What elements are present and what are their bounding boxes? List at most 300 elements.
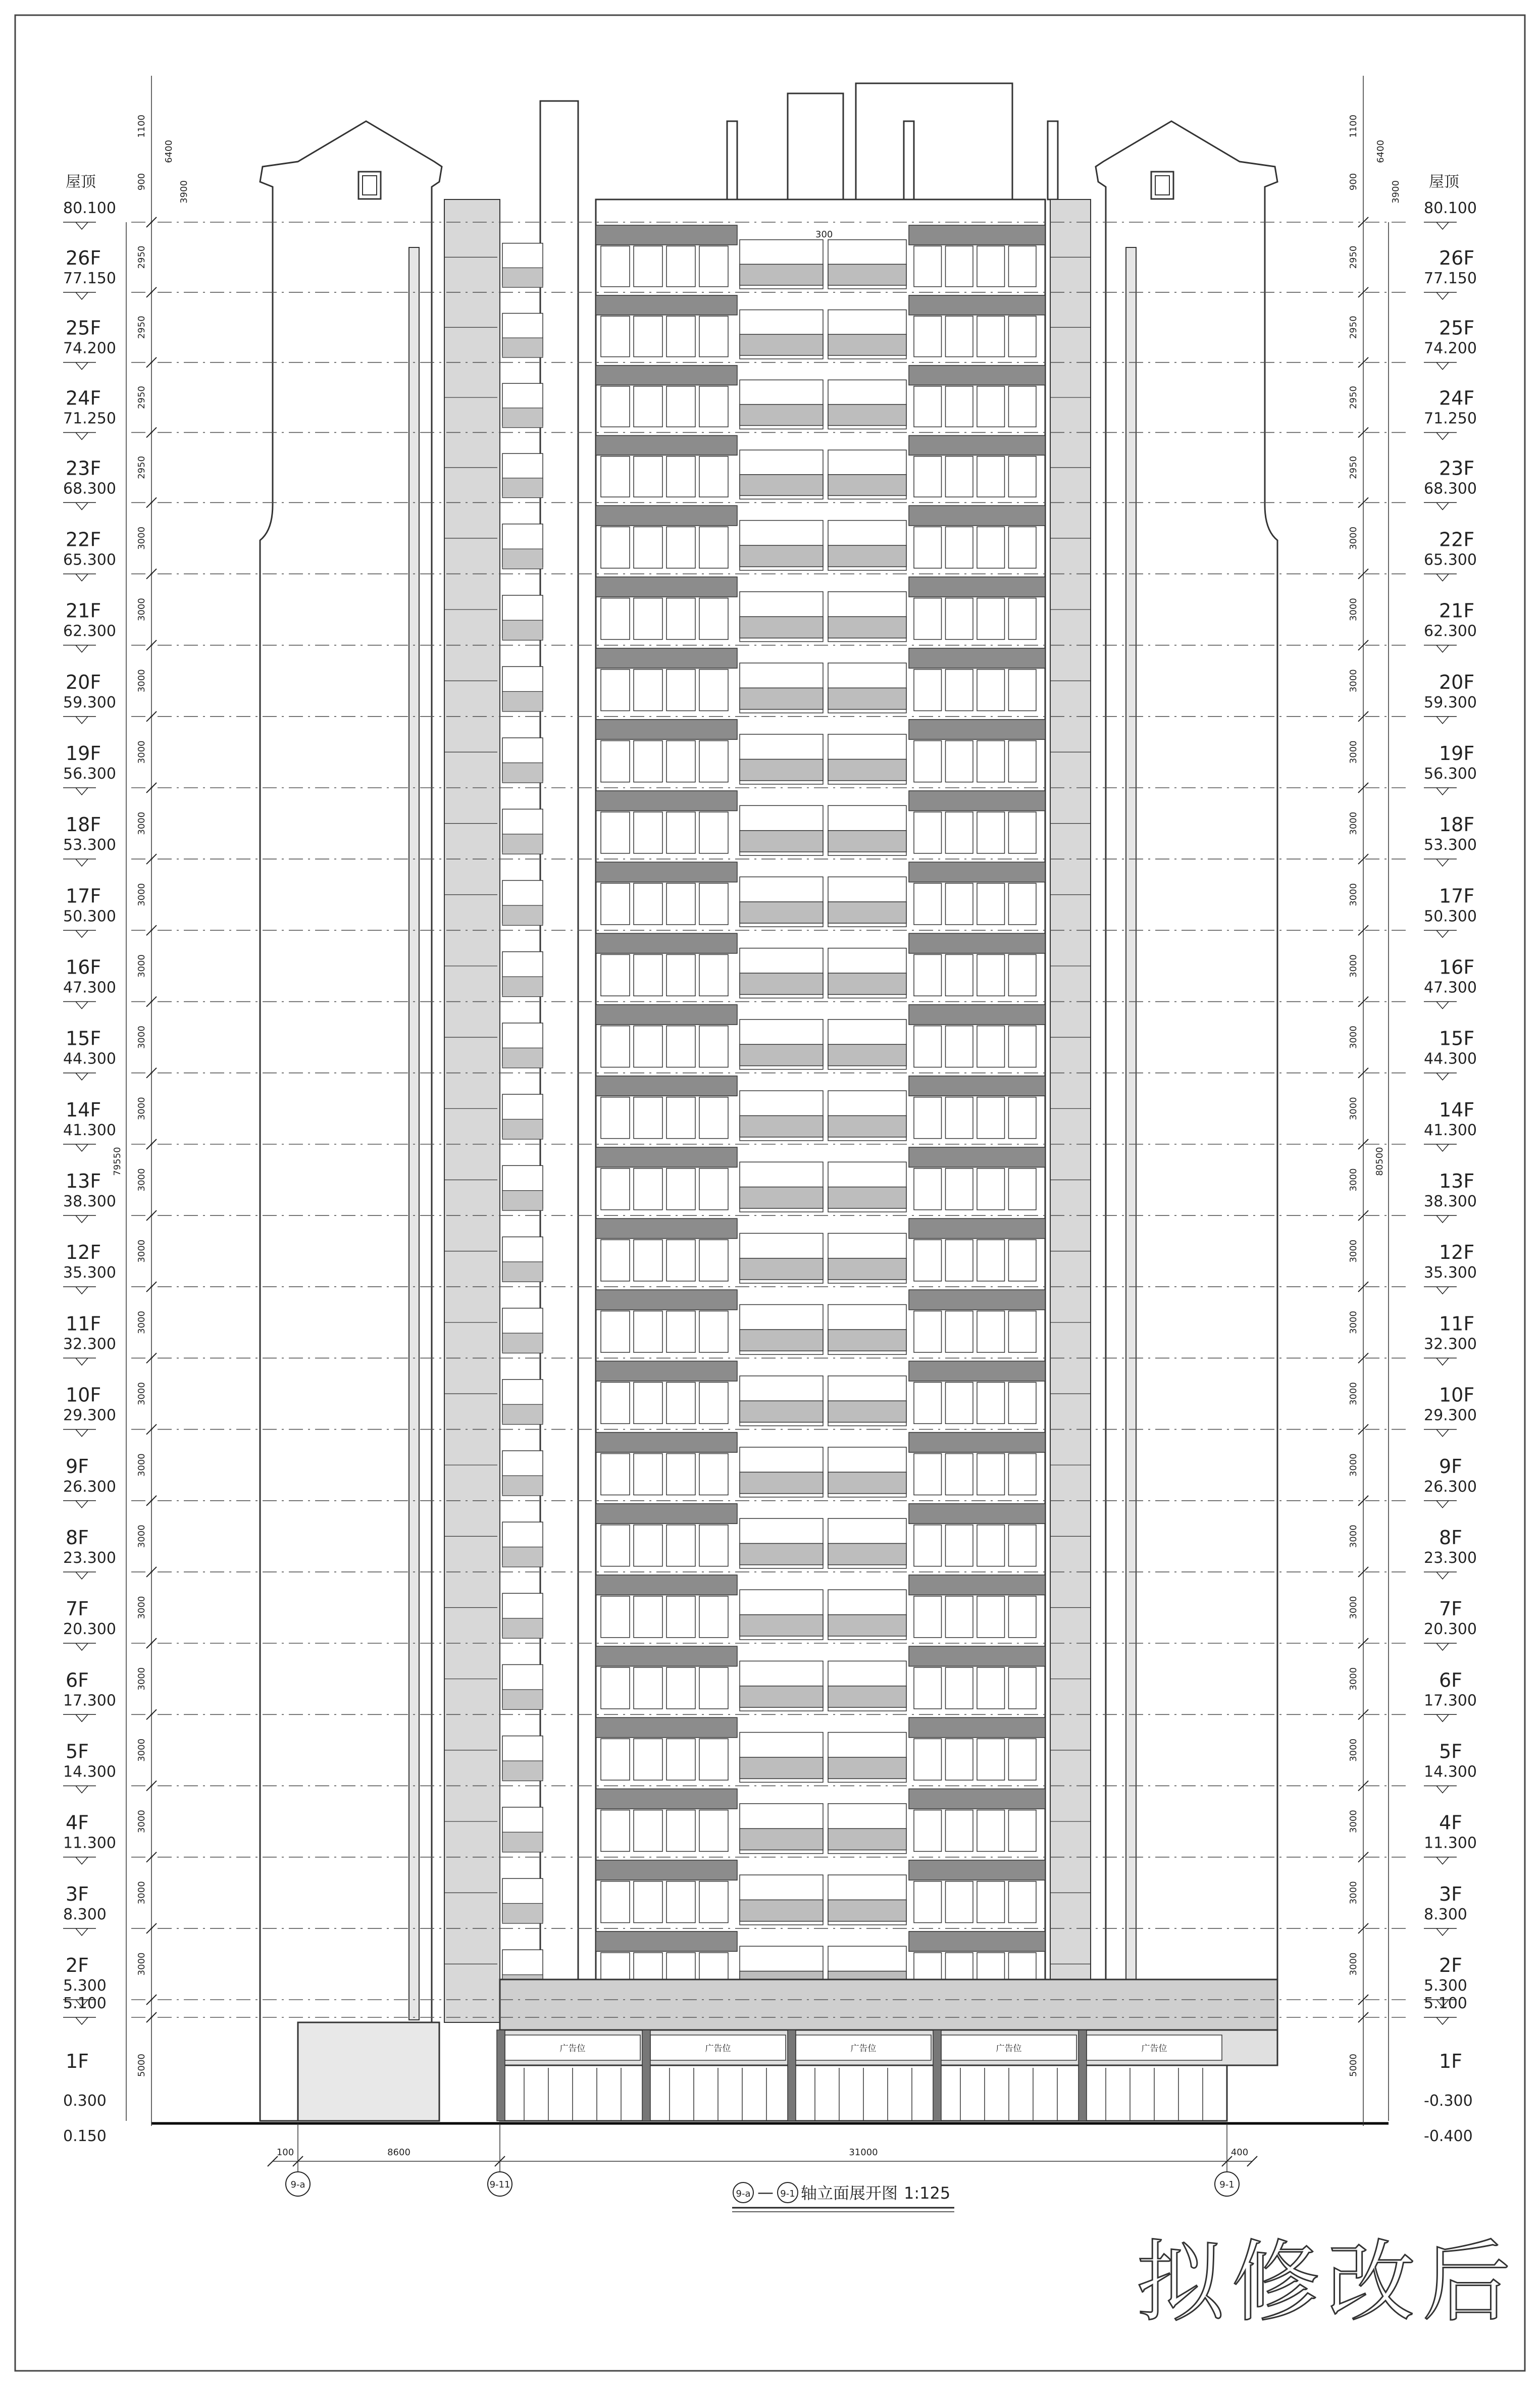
window	[601, 670, 630, 711]
spandrel-band	[909, 933, 1045, 953]
window	[666, 1882, 695, 1923]
window	[977, 1026, 1005, 1068]
window	[666, 316, 695, 357]
level-marker-left	[63, 363, 96, 370]
level-elevation-left: 11.300	[63, 1834, 116, 1852]
level-elevation-left: 8.300	[63, 1905, 107, 1923]
level-elevation-right: 47.300	[1424, 979, 1477, 997]
floor-label-left: 22F	[66, 528, 101, 551]
level-elevation-left: 47.300	[63, 979, 116, 997]
window	[914, 1667, 942, 1709]
level-elevation-right: 74.200	[1424, 339, 1477, 358]
level-marker-left	[63, 292, 96, 299]
window	[914, 1097, 942, 1139]
window	[699, 741, 728, 782]
window	[699, 954, 728, 996]
floor-height-dim: 2950	[1348, 455, 1359, 479]
floor-label-right: 1F	[1439, 2050, 1463, 2072]
balcony-railing	[828, 1615, 906, 1636]
floor-height-dim: 3000	[136, 1596, 147, 1619]
floor-height-dim: 3000	[136, 883, 147, 906]
window	[634, 954, 662, 996]
floor-height-dim: 3000	[1348, 1168, 1359, 1192]
window	[977, 316, 1005, 357]
level-elevation-left: 68.300	[63, 480, 116, 498]
window	[601, 1454, 630, 1495]
spandrel-band	[909, 225, 1045, 245]
window	[1009, 1596, 1037, 1638]
floor-label-right: 8F	[1439, 1526, 1463, 1549]
bottom-dimension: 31000	[849, 2147, 878, 2158]
floor-label-left: 5F	[66, 1740, 89, 1763]
floor-height-dim: 3000	[1348, 1239, 1359, 1263]
window	[977, 1240, 1005, 1281]
level-elevation-right: 35.300	[1424, 1264, 1477, 1282]
level-elevation-right: 5.300	[1424, 1977, 1467, 1995]
spandrel-band	[596, 1575, 737, 1595]
spandrel-band	[596, 648, 737, 669]
side-railing	[502, 549, 543, 569]
window	[634, 598, 662, 639]
window	[946, 812, 973, 853]
window	[946, 1097, 973, 1139]
level-marker-left	[63, 1287, 96, 1294]
window	[666, 1525, 695, 1566]
window	[1009, 1667, 1037, 1709]
level-marker-right	[1424, 1786, 1457, 1793]
axis-label: 9-a	[290, 2179, 305, 2190]
side-railing	[502, 905, 543, 926]
level-elevation-right: 56.300	[1424, 765, 1477, 783]
window	[666, 1097, 695, 1139]
parapet-dim: 900	[136, 173, 147, 191]
balcony-railing	[740, 1615, 823, 1636]
level-elevation-right: 17.300	[1424, 1692, 1477, 1710]
spandrel-band	[909, 791, 1045, 811]
axis-label: 9-11	[489, 2179, 510, 2190]
spandrel-band	[909, 1361, 1045, 1381]
ground-elevation-left-lower: 0.150	[63, 2127, 107, 2145]
window	[634, 386, 662, 427]
floor-height-dim: 3000	[136, 740, 147, 764]
floor-label-right: 23F	[1439, 457, 1475, 480]
floor-label-right: 22F	[1439, 528, 1475, 551]
level-elevation-right: 41.300	[1424, 1121, 1477, 1139]
window	[699, 1739, 728, 1780]
floor-height-dim: 3000	[1348, 598, 1359, 621]
window	[914, 1810, 942, 1851]
window	[914, 954, 942, 996]
balcony-railing	[828, 404, 906, 426]
level-elevation-left: 53.300	[63, 836, 116, 854]
window	[914, 1026, 942, 1068]
level-marker-right	[1424, 502, 1457, 510]
floor-label-left: 15F	[66, 1027, 101, 1050]
floor-label-left: 24F	[66, 387, 101, 410]
window	[946, 246, 973, 287]
window	[601, 246, 630, 287]
window	[601, 598, 630, 639]
window	[601, 1882, 630, 1923]
floor-label-left: 16F	[66, 956, 101, 979]
spandrel-band	[596, 577, 737, 597]
level-elevation-left: 50.300	[63, 907, 116, 926]
level-elevation-left: 23.300	[63, 1549, 116, 1567]
balcony-railing	[828, 264, 906, 285]
side-railing	[502, 1832, 543, 1852]
level-marker-left	[63, 930, 96, 937]
window	[601, 1026, 630, 1068]
ground-elevation-right-lower: -0.400	[1424, 2127, 1473, 2145]
window	[914, 246, 942, 287]
floor-height-dim: 3000	[1348, 1952, 1359, 1976]
spandrel-band	[909, 1076, 1045, 1096]
floor-height-dim: 3000	[1348, 1738, 1359, 1762]
floor-label-left: 25F	[66, 317, 101, 339]
parapet-dim: 900	[1348, 173, 1359, 191]
floor-height-dim: 3000	[136, 526, 147, 550]
floor-height-dim: 3000	[1348, 1026, 1359, 1049]
floor-height-dim: 3000	[136, 1168, 147, 1192]
level-marker-left	[63, 1786, 96, 1793]
balcony-railing	[828, 1330, 906, 1351]
window	[977, 1097, 1005, 1139]
spandrel-band	[596, 791, 737, 811]
balcony-railing	[828, 688, 906, 709]
window	[601, 1240, 630, 1281]
floor-label-right: 19F	[1439, 742, 1475, 765]
window	[977, 1596, 1005, 1638]
podium-column	[1079, 2030, 1087, 2121]
spandrel-band	[596, 1717, 737, 1738]
window	[1009, 1810, 1037, 1851]
side-railing	[502, 620, 543, 640]
level-marker-right	[1424, 1358, 1457, 1365]
spandrel-band	[909, 648, 1045, 669]
spandrel-band	[909, 862, 1045, 882]
window	[601, 1311, 630, 1352]
roof-label-right: 屋顶	[1429, 173, 1459, 191]
window	[946, 527, 973, 568]
window	[699, 1454, 728, 1495]
level-elevation-right: 5.100	[1424, 1995, 1467, 2012]
window	[1009, 1454, 1037, 1495]
window	[946, 954, 973, 996]
window	[946, 1311, 973, 1352]
balcony-railing	[828, 475, 906, 496]
level-elevation-left: 14.300	[63, 1763, 116, 1781]
window	[634, 1525, 662, 1566]
level-elevation-right: 8.300	[1424, 1905, 1467, 1923]
spandrel-band	[909, 295, 1045, 315]
level-elevation-left: 65.300	[63, 551, 116, 569]
window	[601, 316, 630, 357]
window	[666, 1168, 695, 1210]
floor-height-dim: 3000	[136, 1453, 147, 1477]
window	[666, 527, 695, 568]
window	[977, 386, 1005, 427]
window	[977, 883, 1005, 925]
window	[1009, 1026, 1037, 1068]
floor-height-dim: 3000	[136, 811, 147, 835]
podium-column	[642, 2030, 650, 2121]
window	[914, 883, 942, 925]
window	[946, 386, 973, 427]
window	[977, 670, 1005, 711]
window	[634, 1097, 662, 1139]
balcony-railing	[828, 831, 906, 852]
floor-height-dim: 3000	[1348, 526, 1359, 550]
balcony-railing	[828, 617, 906, 638]
window	[1009, 1525, 1037, 1566]
balcony-railing	[740, 1330, 823, 1351]
side-railing	[502, 1119, 543, 1139]
window	[699, 1525, 728, 1566]
level-marker-left	[63, 2017, 96, 2024]
window	[1009, 1097, 1037, 1139]
window	[666, 456, 695, 497]
window	[977, 741, 1005, 782]
spandrel-band	[596, 1290, 737, 1310]
window	[946, 1667, 973, 1709]
window	[699, 316, 728, 357]
balcony-railing	[740, 1686, 823, 1707]
floor-label-right: 3F	[1439, 1883, 1463, 1905]
window	[634, 1382, 662, 1424]
total-height-dim-right: 80500	[1374, 1147, 1385, 1176]
side-railing	[502, 977, 543, 997]
level-elevation-right: 38.300	[1424, 1193, 1477, 1211]
floor-label-right: 21F	[1439, 599, 1475, 622]
window	[1009, 1168, 1037, 1210]
window	[666, 386, 695, 427]
caption-axis-start: 9-a	[736, 2189, 751, 2199]
top-height-dim: 3900	[1391, 180, 1401, 204]
floor-label-left: 18F	[66, 814, 101, 836]
floor-label-left: 7F	[66, 1598, 89, 1620]
ground-elevation-right-upper: -0.300	[1424, 2092, 1473, 2110]
level-elevation-left: 62.300	[63, 622, 116, 640]
level-elevation-left: 26.300	[63, 1478, 116, 1496]
floor-height-dim: 3000	[1348, 811, 1359, 835]
balcony-railing	[740, 1044, 823, 1065]
balcony-railing	[828, 1187, 906, 1208]
floor-height-dim: 2950	[136, 245, 147, 269]
window	[699, 670, 728, 711]
side-railing	[502, 1048, 543, 1068]
floor-label-right: 17F	[1439, 885, 1475, 907]
window	[634, 1596, 662, 1638]
window	[601, 1810, 630, 1851]
floor-height-dim: 3000	[1348, 740, 1359, 764]
spandrel-band	[909, 1789, 1045, 1809]
floor-label-left: 11F	[66, 1312, 101, 1335]
window	[634, 456, 662, 497]
level-marker-right	[1424, 1857, 1457, 1864]
window	[977, 1525, 1005, 1566]
floor-height-dim: 2950	[1348, 316, 1359, 339]
window	[914, 1382, 942, 1424]
level-marker-right	[1424, 1714, 1457, 1721]
level-elevation-right: 23.300	[1424, 1549, 1477, 1567]
floor-label-left: 8F	[66, 1526, 89, 1549]
balcony-railing	[828, 759, 906, 781]
window	[666, 1454, 695, 1495]
level-marker-left	[63, 1358, 96, 1365]
level-marker-right	[1424, 1430, 1457, 1437]
level-elevation-left: 77.150	[63, 269, 116, 287]
spandrel-band	[596, 1860, 737, 1881]
level-marker-left	[63, 1572, 96, 1579]
floor-height-dim: 2950	[136, 316, 147, 339]
level-marker-right	[1424, 1928, 1457, 1936]
level-elevation-left: 80.100	[63, 199, 116, 217]
window	[977, 1739, 1005, 1780]
spandrel-band	[596, 1361, 737, 1381]
parapet-dim: 1100	[136, 115, 147, 138]
top-height-dim: 6400	[164, 140, 174, 163]
level-marker-right	[1424, 1073, 1457, 1080]
window	[977, 1311, 1005, 1352]
window	[601, 1168, 630, 1210]
floor-label-left: 23F	[66, 457, 101, 480]
side-railing	[502, 1404, 543, 1425]
side-railing	[502, 691, 543, 712]
balcony-railing	[828, 1258, 906, 1280]
window	[977, 1882, 1005, 1923]
spandrel-band	[596, 366, 737, 385]
balcony-railing	[740, 831, 823, 852]
window	[666, 1382, 695, 1424]
balcony-railing	[740, 1757, 823, 1779]
window	[601, 812, 630, 853]
level-marker-left	[63, 717, 96, 724]
side-railing	[502, 1262, 543, 1282]
balcony-railing	[740, 1472, 823, 1493]
balcony-railing	[740, 1900, 823, 1921]
level-marker-left	[63, 1501, 96, 1508]
spandrel-band	[596, 225, 737, 245]
window	[977, 1810, 1005, 1851]
window	[634, 741, 662, 782]
window	[666, 954, 695, 996]
spandrel-band	[909, 1575, 1045, 1595]
level-marker-right	[1424, 2017, 1457, 2024]
window	[977, 527, 1005, 568]
window	[699, 456, 728, 497]
window	[666, 1667, 695, 1709]
level-marker-left	[63, 788, 96, 795]
spandrel-band	[909, 1433, 1045, 1453]
side-railing	[502, 1333, 543, 1353]
window	[914, 1882, 942, 1923]
drawing-caption	[732, 2182, 954, 2212]
window	[977, 1168, 1005, 1210]
floor-label-left: 10F	[66, 1384, 101, 1406]
window	[699, 527, 728, 568]
window	[977, 1382, 1005, 1424]
level-marker-left	[63, 1643, 96, 1650]
balcony-railing	[740, 759, 823, 781]
top-height-dim: 3900	[179, 180, 189, 204]
spandrel-band	[909, 435, 1045, 455]
floor-height-dim: 3000	[1348, 1881, 1359, 1905]
window	[914, 527, 942, 568]
level-marker-right	[1424, 1501, 1457, 1508]
level-elevation-left: 32.300	[63, 1335, 116, 1353]
spandrel-band	[596, 862, 737, 882]
balcony-railing	[828, 973, 906, 994]
spandrel-band	[596, 1147, 737, 1167]
level-marker-right	[1424, 645, 1457, 652]
balcony-railing	[828, 1757, 906, 1779]
balcony-railing	[740, 545, 823, 567]
window	[946, 1168, 973, 1210]
floor-label-right: 9F	[1439, 1455, 1463, 1478]
window	[601, 883, 630, 925]
window	[914, 1168, 942, 1210]
side-railing	[502, 1191, 543, 1211]
spandrel-band	[596, 295, 737, 315]
balcony-railing	[828, 1686, 906, 1707]
caption-dash: —	[757, 2182, 774, 2202]
window	[601, 527, 630, 568]
window	[699, 1882, 728, 1923]
floor-height-dim: 3000	[136, 669, 147, 693]
spandrel-band	[909, 577, 1045, 597]
window	[699, 1596, 728, 1638]
window	[699, 1810, 728, 1851]
floor-label-right: 11F	[1439, 1312, 1475, 1335]
floor-label-left: 12F	[66, 1241, 101, 1264]
window	[601, 456, 630, 497]
spandrel-band	[909, 1717, 1045, 1738]
floor-height-dim: 3000	[1348, 1382, 1359, 1405]
level-elevation-left: 38.300	[63, 1193, 116, 1211]
window	[946, 456, 973, 497]
floor-label-right: 16F	[1439, 956, 1475, 979]
ground-floor-dim: 5000	[136, 2054, 147, 2077]
floor-height-dim: 3000	[1348, 1596, 1359, 1619]
spandrel-band	[596, 1076, 737, 1096]
level-elevation-left: 5.300	[63, 1977, 107, 1995]
level-marker-right	[1424, 1572, 1457, 1579]
level-elevation-right: 68.300	[1424, 480, 1477, 498]
bottom-dimension: 8600	[387, 2147, 410, 2158]
floor-height-dim: 3000	[136, 1310, 147, 1334]
level-elevation-right: 62.300	[1424, 622, 1477, 640]
balcony-railing	[740, 334, 823, 355]
window	[666, 246, 695, 287]
window	[601, 1525, 630, 1566]
window	[666, 1739, 695, 1780]
window	[634, 1311, 662, 1352]
spandrel-band	[909, 1932, 1045, 1952]
level-elevation-left: 20.300	[63, 1620, 116, 1639]
floor-label-right: 24F	[1439, 387, 1475, 410]
window	[634, 1026, 662, 1068]
side-railing	[502, 1903, 543, 1923]
spandrel-band	[596, 1789, 737, 1809]
spandrel-band	[596, 505, 737, 526]
side-railing	[502, 834, 543, 854]
floor-height-dim: 3000	[1348, 883, 1359, 906]
window	[666, 1026, 695, 1068]
balcony-railing	[828, 1828, 906, 1850]
window	[946, 883, 973, 925]
floor-height-dim: 3000	[136, 1239, 147, 1263]
level-marker-right	[1424, 930, 1457, 937]
